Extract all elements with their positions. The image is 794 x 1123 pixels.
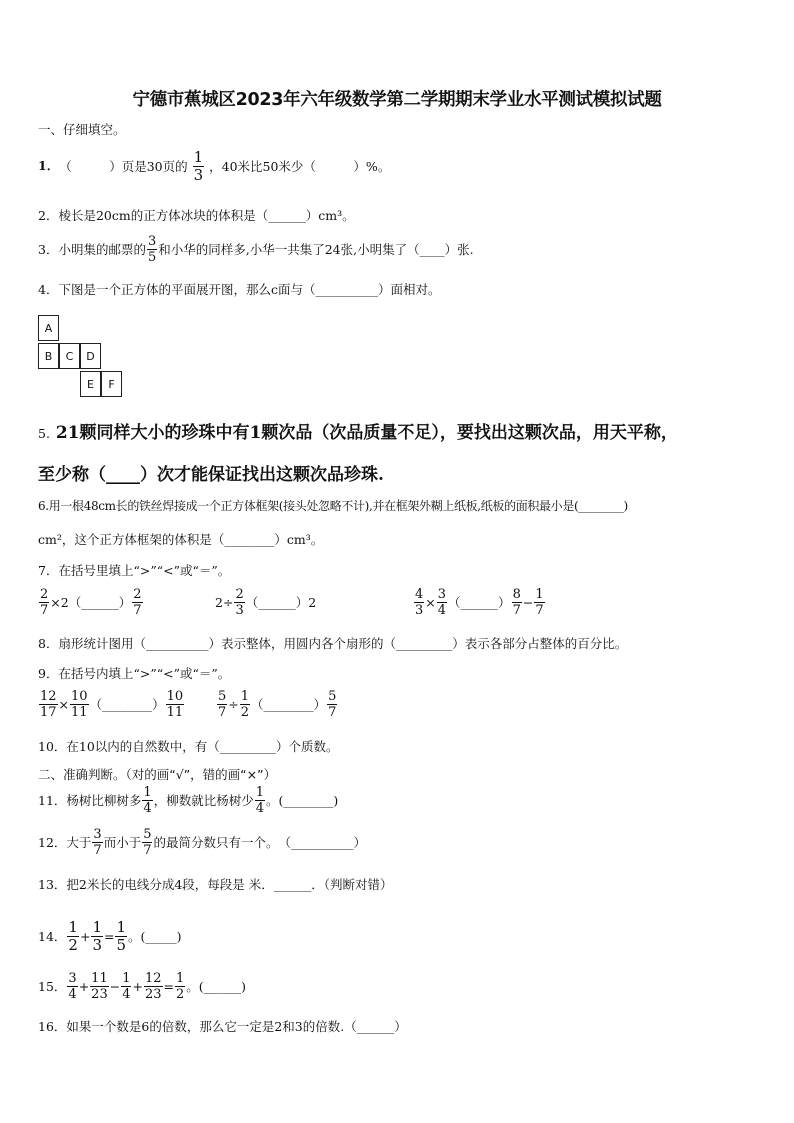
q7-expression-2: 2÷ $\frac{2}{3}$ （______）2 [215,587,317,618]
question-3 [38,235,474,264]
q9-expression-1: $\frac{12}{17}$ × $\frac{10}{11}$ （________） $\frac{10}{11}$ [40,689,184,720]
q7-expression-1: $\frac{2}{7}$ ×2（______） $\frac{2}{7}$ [40,587,142,618]
question-2: 2．棱长是20cm的正方体冰块的体积是（______）cm³。 [38,208,355,223]
q1-number: 1． [38,158,60,173]
section-1-heading: 一、仔细填空。 [38,122,126,137]
question-5-line-1 [38,418,678,443]
question-5-line-2: 至少称（____）次才能保证找出这颗次品珍珠. [38,465,384,485]
net-face-e: E [80,371,101,397]
net-face-c: C [59,343,80,369]
net-face-d: D [80,343,101,369]
question-4: 4．下图是一个正方体的平面展开图，那么c面与（__________）面相对。 [38,282,441,297]
question-12: 12．大于 $\frac{3}{7}$ 而小于 $\frac{5}{7}$ 的最简分数只有一个。 （__________） [38,827,366,858]
question-1 [38,150,390,183]
section-2-heading: 二、准确判断。（对的画“√”，错的画“×”） [38,767,277,782]
cube-net-diagram [38,315,128,399]
question-10: 10．在10以内的自然数中，有（_________）个质数。 [38,739,339,754]
page-title: 宁德市蕉城区2023年六年级数学第二学期期末学业水平测试模拟试题 [132,90,662,110]
question-9: 9．在括号内填上“>”“<”或“＝”。 [38,666,231,681]
q3-text-a: 3．小明集的邮票的 [38,241,146,257]
net-face-f: F [101,371,122,397]
net-face-b: B [38,343,59,369]
question-8: 8．扇形统计图用（__________）表示整体，用圆内各个扇形的（_________）表示各部分占整体的百分比。 [38,636,628,651]
q1-text-a: （ ）页是30页的 [59,158,188,174]
question-6-line-2: cm²，这个正方体框架的体积是（________）cm³。 [38,532,324,547]
q1-fraction: $\frac{1}{3}$ [193,148,204,184]
question-13: 13．把2米长的电线分成4段，每段是 米．______．（判断对错） [38,877,393,892]
q9-expression-2: $\frac{5}{7}$ ÷ $\frac{1}{2}$ （________） $\frac{5}{7}$ [218,689,337,720]
question-15: 15． $\frac{3}{4}$ + $\frac{11}{23}$ − $\frac{1}{4}$ + $\frac{12}{23}$ = $\frac{1}{2}$ 。(______) [38,971,247,1002]
q3-fraction: $\frac{3}{5}$ [147,234,157,265]
question-7: 7．在括号里填上“>”“<”或“＝”。 [38,563,231,578]
q7-expression-3: $\frac{4}{3}$ × $\frac{3}{4}$ （______） $\frac{8}{7}$ − $\frac{1}{7}$ [415,587,544,618]
q3-text-b: 和小华的同样多,小华一共集了24张,小明集了（____）张. [158,241,474,257]
q5-number: 5. [38,426,50,441]
question-14: 14． $\frac{1}{2}$ + $\frac{1}{3}$ = $\frac{1}{5}$ 。(_____) [38,918,182,954]
question-16: 16．如果一个数是6的倍数，那么它一定是2和3的倍数.（______） [38,1019,407,1034]
q1-text-b: ，40米比50米少（ ）%。 [209,158,391,174]
q5-text-1: 21颗同样大小的珍珠中有1颗次品（次品质量不足），要找出这颗次品，用天平称， [49,423,678,443]
net-face-a: A [38,315,59,341]
question-11: 11．杨树比柳树多 $\frac{1}{4}$ ，柳数就比杨树少 $\frac{1}{4}$ 。(________) [38,785,339,816]
question-6-line-1: 6.用一根48cm长的铁丝焊接成一个正方体框架(接头处忽略不计),并在框架外糊上纸板,纸板的面积最小是(________) [38,499,628,513]
